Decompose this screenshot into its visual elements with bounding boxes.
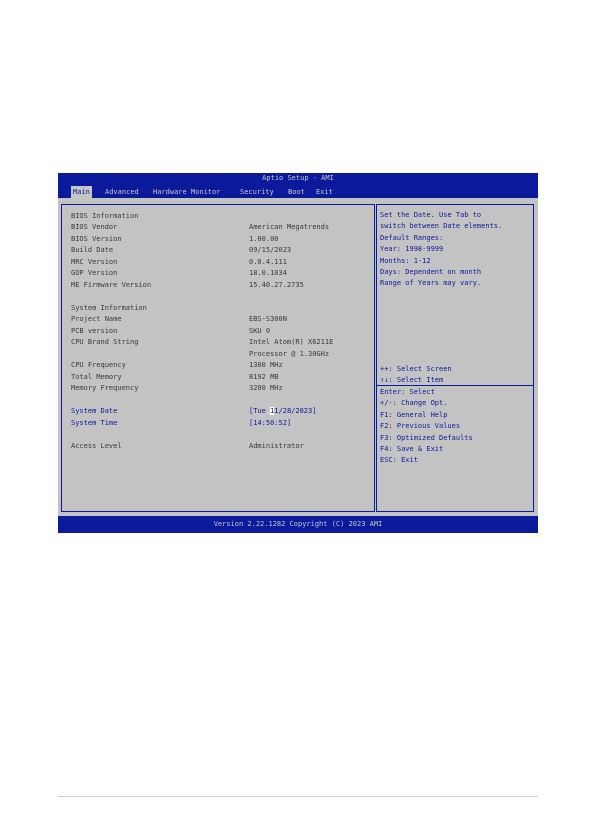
mrc-version-value: 0.0.4.111 [249,257,287,266]
project-name-value: EBS-S300N [249,315,287,323]
access-level-value: Administrator [249,441,304,450]
key-hint: Enter: Select [380,388,435,396]
help-line: Default Ranges: [380,233,444,242]
help-line: Range of Years may vary. [380,279,482,288]
mrc-version-label: MRC Version [71,257,118,266]
tab-main[interactable]: Main [73,188,90,196]
bios-info-heading: BIOS Information [71,212,139,220]
key-hint: ESC: Exit [380,456,418,465]
tab-hardware-monitor[interactable]: Hardware Monitor [153,188,221,196]
cpu-brand-value: Intel Atom(R) X6211E [249,338,334,346]
bios-setup-window [58,173,538,533]
me-firmware-label: ME Firmware Version [71,280,152,289]
bios-version-value: 1.00.00 [249,234,279,243]
bios-vendor-label: BIOS Vendor [71,223,118,231]
help-line: Days: Dependent on month [380,268,482,276]
version-footer: Version 2.22.1282 Copyright (C) 2023 AMI [213,520,383,528]
cpu-frequency-value: 1300 MHz [249,361,283,369]
cpu-brand-label: CPU Brand String [71,338,139,346]
bios-version-label: BIOS Version [71,234,122,243]
gop-version-label: GOP Version [71,269,118,277]
pcb-version-label: PCB version [71,326,118,335]
cpu-frequency-label: CPU Frequency [71,361,126,369]
key-hint: F4: Save & Exit [380,445,444,453]
memory-frequency-label: Memory Frequency [71,384,139,392]
me-firmware-value: 15.40.27.2735 [249,280,304,289]
total-memory-label: Total Memory [71,372,122,381]
key-hint: ↑↓: Select Item [380,376,444,385]
help-line: switch between Date elements. [380,222,503,231]
access-level-label: Access Level [71,441,122,450]
system-date-field[interactable] [249,407,316,416]
tab-advanced[interactable]: Advanced [105,188,139,196]
system-time-field[interactable]: [14:50:52] [249,418,292,427]
total-memory-value: 8192 MB [249,372,279,381]
page-footer-rule [58,796,538,797]
system-date-suffix: 1/28/2023] [274,407,317,415]
system-date-prefix: [Tue [249,407,271,415]
help-line: Set the Date. Use Tab to [380,211,482,219]
help-line: Months: 1-12 [380,256,431,265]
key-hint: +/-: Change Opt. [380,399,448,408]
build-date-label: Build Date [71,246,114,254]
system-info-heading: System Information [71,303,147,312]
memory-frequency-value: 3200 MHz [249,384,283,392]
main-settings-panel [61,204,375,512]
build-date-value: 09/15/2023 [249,246,292,254]
bios-vendor-value: American Megatrends [249,223,330,231]
cpu-brand-value-cont: Processor @ 1.30GHz [249,349,330,358]
system-date-cursor[interactable]: 1 [270,407,275,415]
key-hint: F3: Optimized Defaults [380,433,473,442]
pcb-version-value: SKU 0 [249,326,271,335]
menu-bar [58,186,538,198]
help-line: Year: 1998-9999 [380,245,444,254]
gop-version-value: 18.0.1034 [249,269,287,277]
tab-exit[interactable]: Exit [316,188,333,196]
tab-security[interactable]: Security [240,188,274,196]
key-hint: F1: General Help [380,410,448,419]
content-panel [58,198,538,516]
system-time-label[interactable]: System Time [71,418,118,427]
window-title: Aptio Setup - AMI [262,174,334,182]
system-date-label[interactable]: System Date [71,407,118,415]
key-hint: F2: Previous Values [380,422,461,431]
tab-boot[interactable]: Boot [288,188,305,196]
help-panel [376,204,534,512]
key-hint: ++: Select Screen [380,365,452,373]
project-name-label: Project Name [71,315,122,323]
